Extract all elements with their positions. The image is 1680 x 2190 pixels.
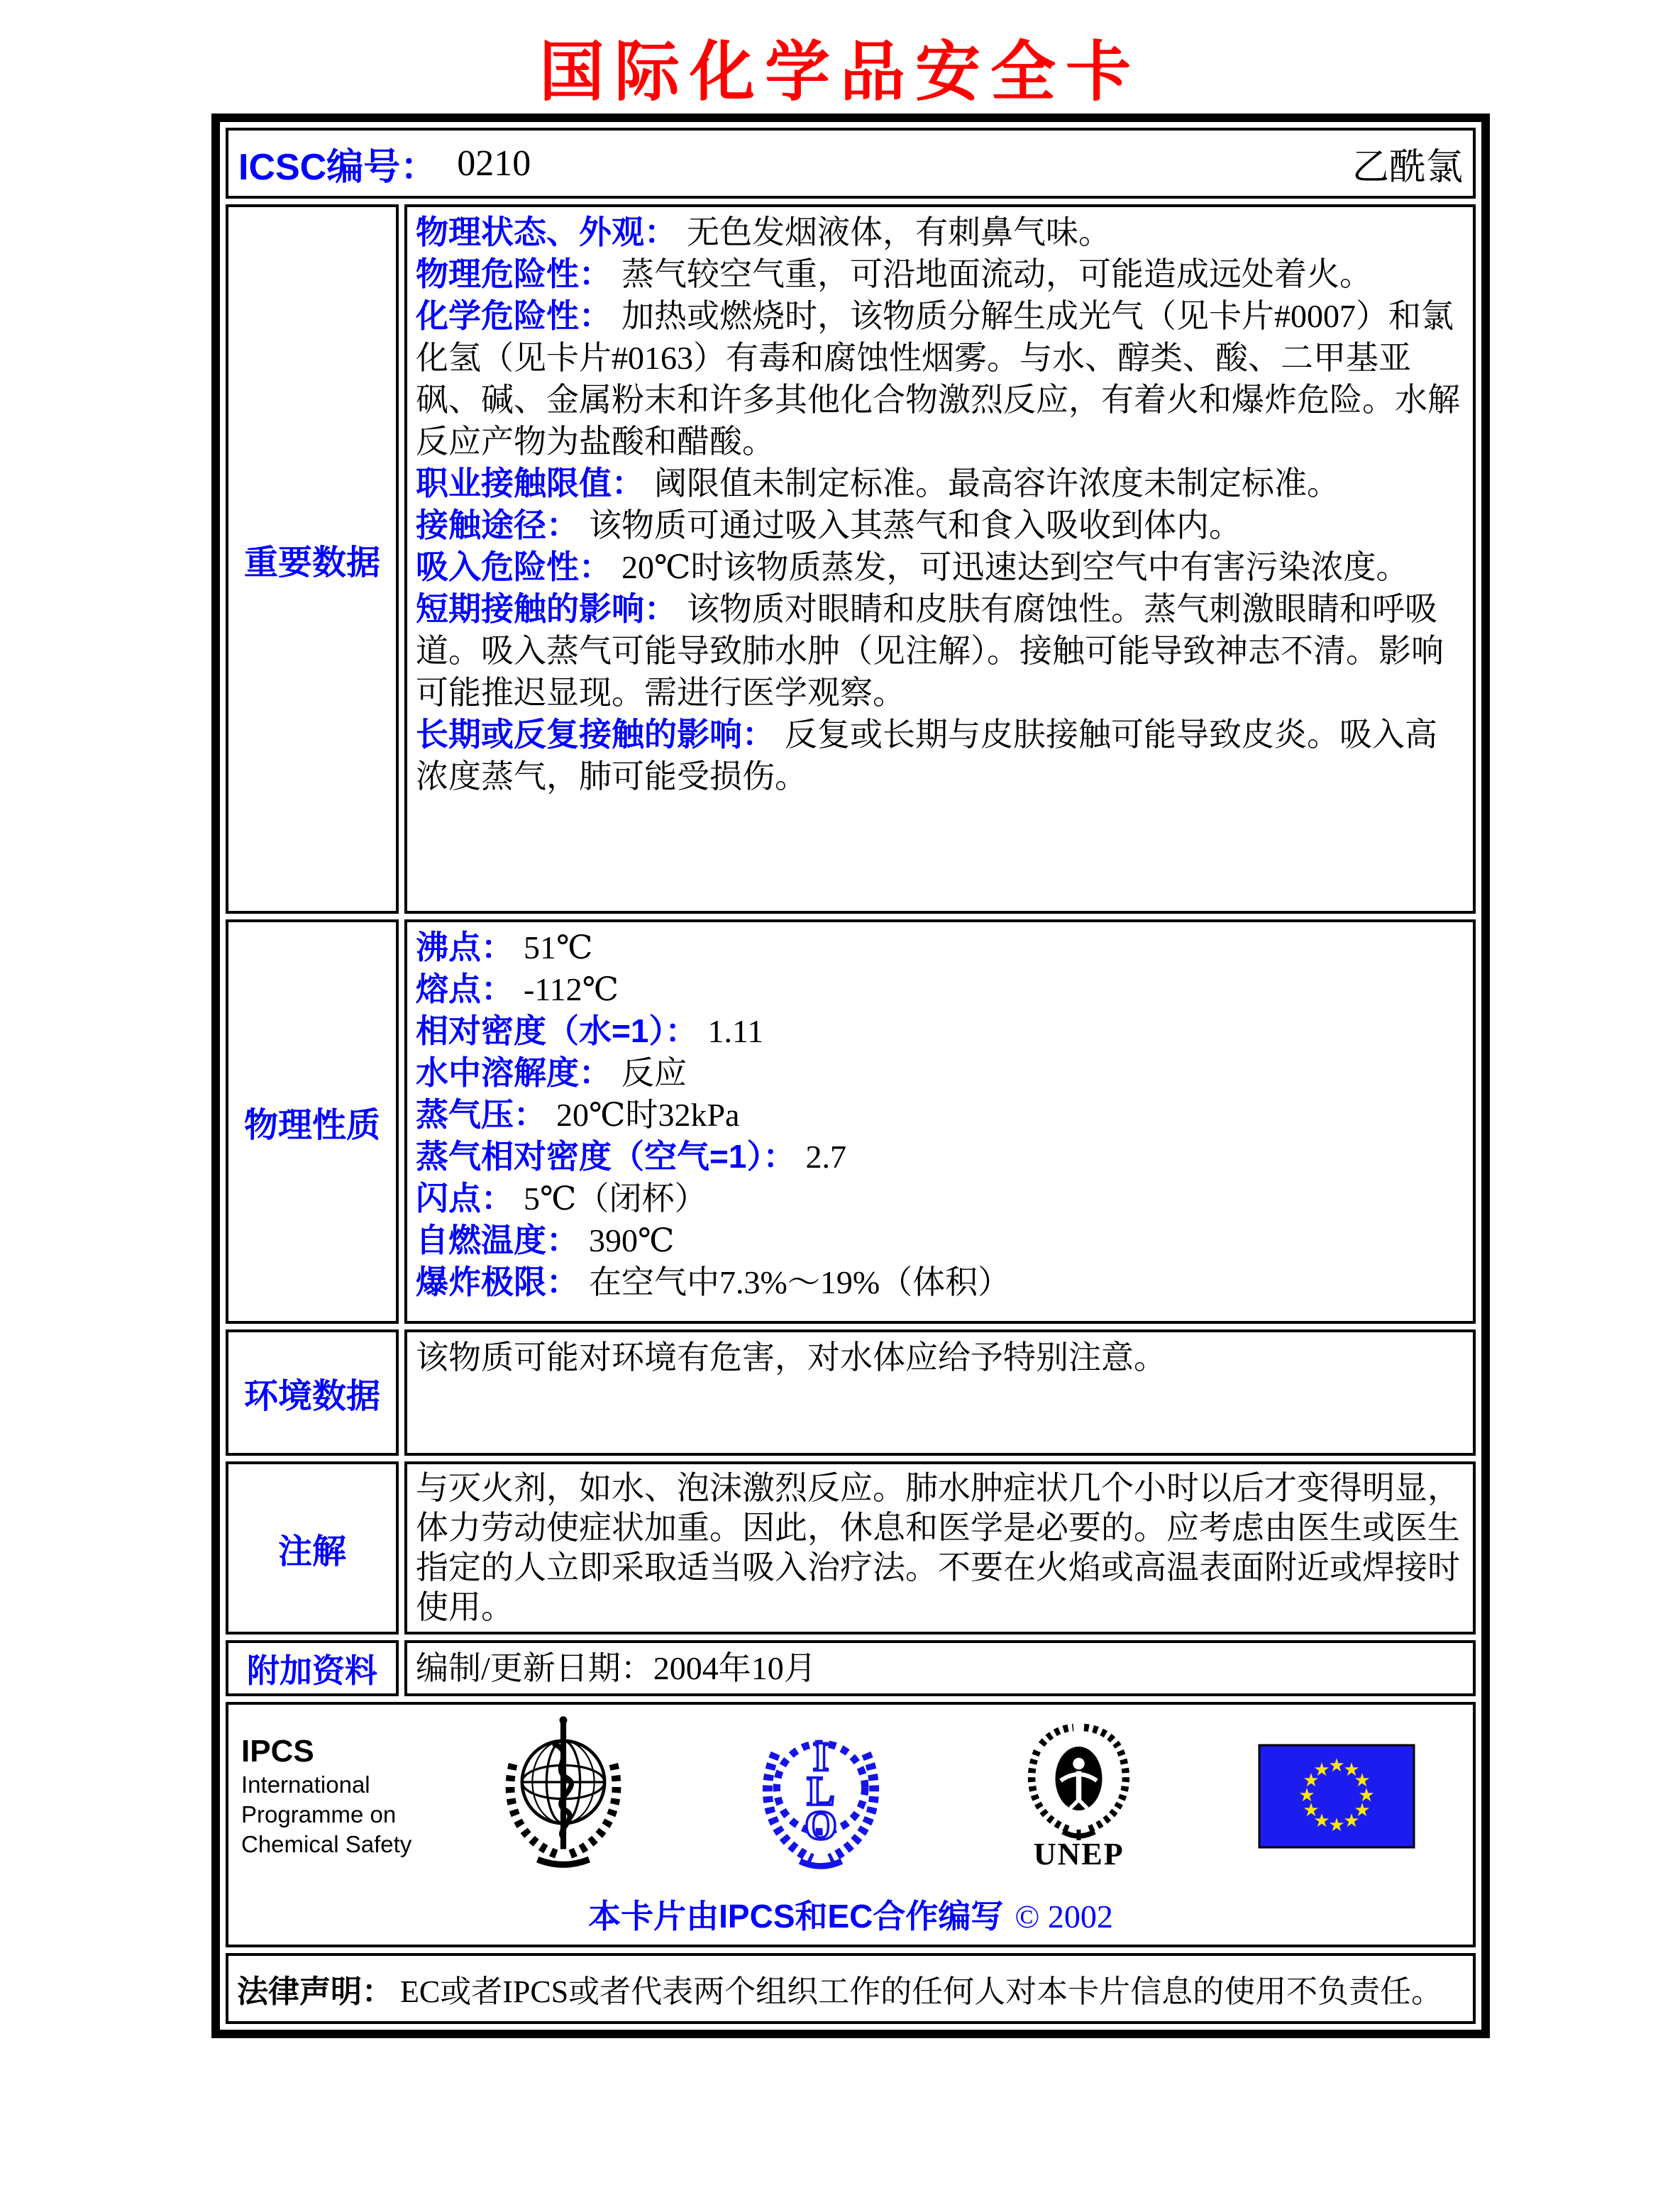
notes-row xyxy=(226,1461,1476,1635)
unep-logo-wrap xyxy=(1020,1722,1137,1870)
property-item xyxy=(416,1220,1460,1261)
property-value: 51℃ xyxy=(524,929,593,966)
property-label: 自燃温度： xyxy=(416,1222,579,1259)
logos-row xyxy=(226,1702,1476,1947)
svg-text:★: ★ xyxy=(1354,1770,1371,1791)
svg-text:★: ★ xyxy=(1313,1810,1330,1831)
important-item xyxy=(416,588,1460,714)
item-text: 反复或长期与皮肤接触可能导致皮炎。吸入高浓度蒸气，肺可能受损伤。 xyxy=(416,717,1437,795)
who-logo-icon xyxy=(492,1715,634,1878)
important-item xyxy=(416,463,1460,504)
legal-label: 法律声明： xyxy=(237,1974,393,2009)
notes-text: 与灭火剂，如水、泡沫激烈反应。肺水肿症状几个小时以后才变得明显，体力劳动使症状加重。因此，休息和医学是必要的。应考虑由医生或医生指定的人立即采取适当吸入治疗法。不要在火焰或高温表面附近或焊接时使用。 xyxy=(416,1470,1460,1625)
property-value: 2.7 xyxy=(805,1139,846,1175)
property-value: 390℃ xyxy=(589,1222,675,1259)
physical-properties-content xyxy=(404,919,1476,1324)
item-text: 加热或燃烧时，该物质分解生成光气（见卡片#0007）和氯化氢（见卡片#0163）有毒和腐蚀性烟雾。与水、醇类、酸、二甲基亚砜、碱、金属粉末和许多其他化合物激烈反应，有着火和爆炸危险。水解反应产物为盐酸和醋酸。 xyxy=(416,298,1460,460)
svg-text:★: ★ xyxy=(1358,1785,1375,1805)
property-label: 熔点： xyxy=(416,970,514,1007)
legal-text: EC或者IPCS或者代表两个组织工作的任何人对本卡片信息的使用不负责任。 xyxy=(400,1974,1443,2009)
notes-content xyxy=(404,1461,1476,1635)
property-item xyxy=(416,1094,1460,1136)
item-label: 短期接触的影响： xyxy=(416,590,677,627)
property-label: 蒸气相对密度（空气=1）： xyxy=(416,1138,796,1175)
property-label: 相对密度（水=1）： xyxy=(416,1012,698,1049)
item-label: 化学危险性： xyxy=(416,297,612,334)
additional-info-section-label: 附加资料 xyxy=(226,1640,399,1696)
important-item xyxy=(416,295,1460,463)
icsc-number-label: ICSC编号： xyxy=(238,146,438,188)
svg-text:★: ★ xyxy=(1328,1755,1345,1776)
item-label: 职业接触限值： xyxy=(416,465,644,502)
property-value: 在空气中7.3%～19%（体积） xyxy=(589,1264,1011,1300)
property-value: 20℃时32kPa xyxy=(556,1097,740,1133)
property-value: 1.11 xyxy=(707,1013,764,1049)
svg-text:★: ★ xyxy=(1298,1785,1315,1805)
additional-info-row xyxy=(226,1640,1476,1696)
logos-strip xyxy=(236,1715,1466,1878)
ilo-letter: I xyxy=(812,1733,829,1780)
item-label: 接触途径： xyxy=(416,507,579,543)
important-item xyxy=(416,504,1460,546)
property-label: 沸点： xyxy=(416,929,514,966)
svg-text:★: ★ xyxy=(1303,1770,1320,1791)
item-label: 长期或反复接触的影响： xyxy=(416,716,775,753)
environmental-data-row xyxy=(226,1329,1476,1456)
unep-logo-icon xyxy=(1020,1722,1137,1843)
ilo-logo-slot xyxy=(692,1715,951,1878)
property-item xyxy=(416,1010,1460,1052)
legal-row xyxy=(226,1953,1476,2024)
property-item xyxy=(416,1052,1460,1094)
important-item xyxy=(416,546,1460,588)
item-label: 物理危险性： xyxy=(416,255,612,292)
additional-info-content xyxy=(404,1640,1476,1696)
notes-section-label: 注解 xyxy=(226,1461,399,1635)
property-value: -112℃ xyxy=(524,971,619,1007)
chemical-name: 乙酰氯 xyxy=(1352,147,1463,188)
item-text: 该物质对眼睛和皮肤有腐蚀性。蒸气刺激眼睛和呼吸道。吸入蒸气可能导致肺水肿（见注解）。接触可能导致神志不清。影响可能推迟显现。需进行医学观察。 xyxy=(416,591,1444,711)
item-label: 吸入危险性： xyxy=(416,548,612,585)
eu-flag-icon xyxy=(1258,1744,1415,1849)
additional-info-item xyxy=(416,1647,817,1689)
important-item xyxy=(416,714,1460,797)
property-item xyxy=(416,927,1460,968)
property-label: 闪点： xyxy=(416,1180,514,1217)
property-value: 反应 xyxy=(621,1055,687,1091)
item-text: 该物质可通过吸入其蒸气和食入吸收到体内。 xyxy=(589,507,1242,543)
caption-text: 本卡片由IPCS和EC合作编写 xyxy=(588,1898,1004,1935)
icsc-number-group xyxy=(238,137,531,190)
important-item xyxy=(416,253,1460,295)
property-item xyxy=(416,1178,1460,1220)
item-text: 阈限值未制定标准。最高容许浓度未制定标准。 xyxy=(654,465,1339,502)
environmental-data-content xyxy=(404,1329,1476,1456)
update-date-label: 编制/更新日期： xyxy=(416,1650,653,1686)
property-label: 水中溶解度： xyxy=(416,1054,612,1091)
property-label: 爆炸极限： xyxy=(416,1263,579,1300)
caption-copyright: © 2002 xyxy=(1015,1898,1113,1935)
svg-text:★: ★ xyxy=(1328,1815,1345,1835)
ilo-logo-icon xyxy=(753,1715,888,1878)
property-value: 5℃（闭杯） xyxy=(524,1180,707,1217)
icsc-number-value: 0210 xyxy=(457,143,531,184)
svg-text:★: ★ xyxy=(1354,1800,1371,1820)
important-data-section-label: 重要数据 xyxy=(226,204,399,914)
important-item xyxy=(416,211,1460,253)
page-title: 国际化学品安全卡 xyxy=(538,36,1141,109)
update-date-value: 2004年10月 xyxy=(653,1650,817,1686)
svg-text:★: ★ xyxy=(1343,1759,1360,1780)
who-logo-slot xyxy=(434,1715,692,1878)
ilo-letter: O xyxy=(805,1802,838,1849)
important-data-row xyxy=(226,204,1476,914)
ilo-letter: L xyxy=(807,1768,835,1815)
item-label: 物理状态、外观： xyxy=(416,214,677,250)
physical-properties-row xyxy=(226,919,1476,1324)
legal-cell xyxy=(226,1953,1476,2024)
unep-logo-slot xyxy=(950,1722,1208,1870)
svg-text:★: ★ xyxy=(1313,1759,1330,1780)
ipcs-line: International xyxy=(241,1771,370,1798)
eu-flag-slot xyxy=(1208,1744,1466,1849)
property-item xyxy=(416,1261,1460,1303)
logos-cell xyxy=(226,1702,1476,1947)
property-label: 蒸气压： xyxy=(416,1096,546,1133)
header-row xyxy=(226,128,1476,199)
ipcs-text-block xyxy=(236,1733,434,1859)
svg-text:★: ★ xyxy=(1343,1810,1360,1831)
environmental-data-text: 该物质可能对环境有危害，对水体应给予特别注意。 xyxy=(416,1339,1166,1376)
ipcs-title: IPCS xyxy=(241,1734,314,1769)
item-text: 蒸气较空气重，可沿地面流动，可能造成远处着火。 xyxy=(621,256,1372,292)
important-data-content xyxy=(404,204,1476,914)
svg-text:★: ★ xyxy=(1303,1800,1320,1820)
header-cell xyxy=(226,128,1476,199)
physical-properties-section-label: 物理性质 xyxy=(226,919,399,1324)
ipcs-line: Programme on xyxy=(241,1801,397,1827)
property-item xyxy=(416,968,1460,1010)
environmental-data-section-label: 环境数据 xyxy=(226,1329,399,1456)
card-caption xyxy=(236,1891,1466,1937)
unep-logo-text: UNEP xyxy=(1033,1837,1124,1871)
property-item xyxy=(416,1136,1460,1178)
item-text: 无色发烟液体，有刺鼻气味。 xyxy=(687,214,1111,250)
ipcs-line: Chemical Safety xyxy=(241,1831,412,1857)
safety-card-table xyxy=(211,114,1490,2038)
item-text: 20℃时该物质蒸发，可迅速达到空气中有害污染浓度。 xyxy=(621,549,1409,585)
